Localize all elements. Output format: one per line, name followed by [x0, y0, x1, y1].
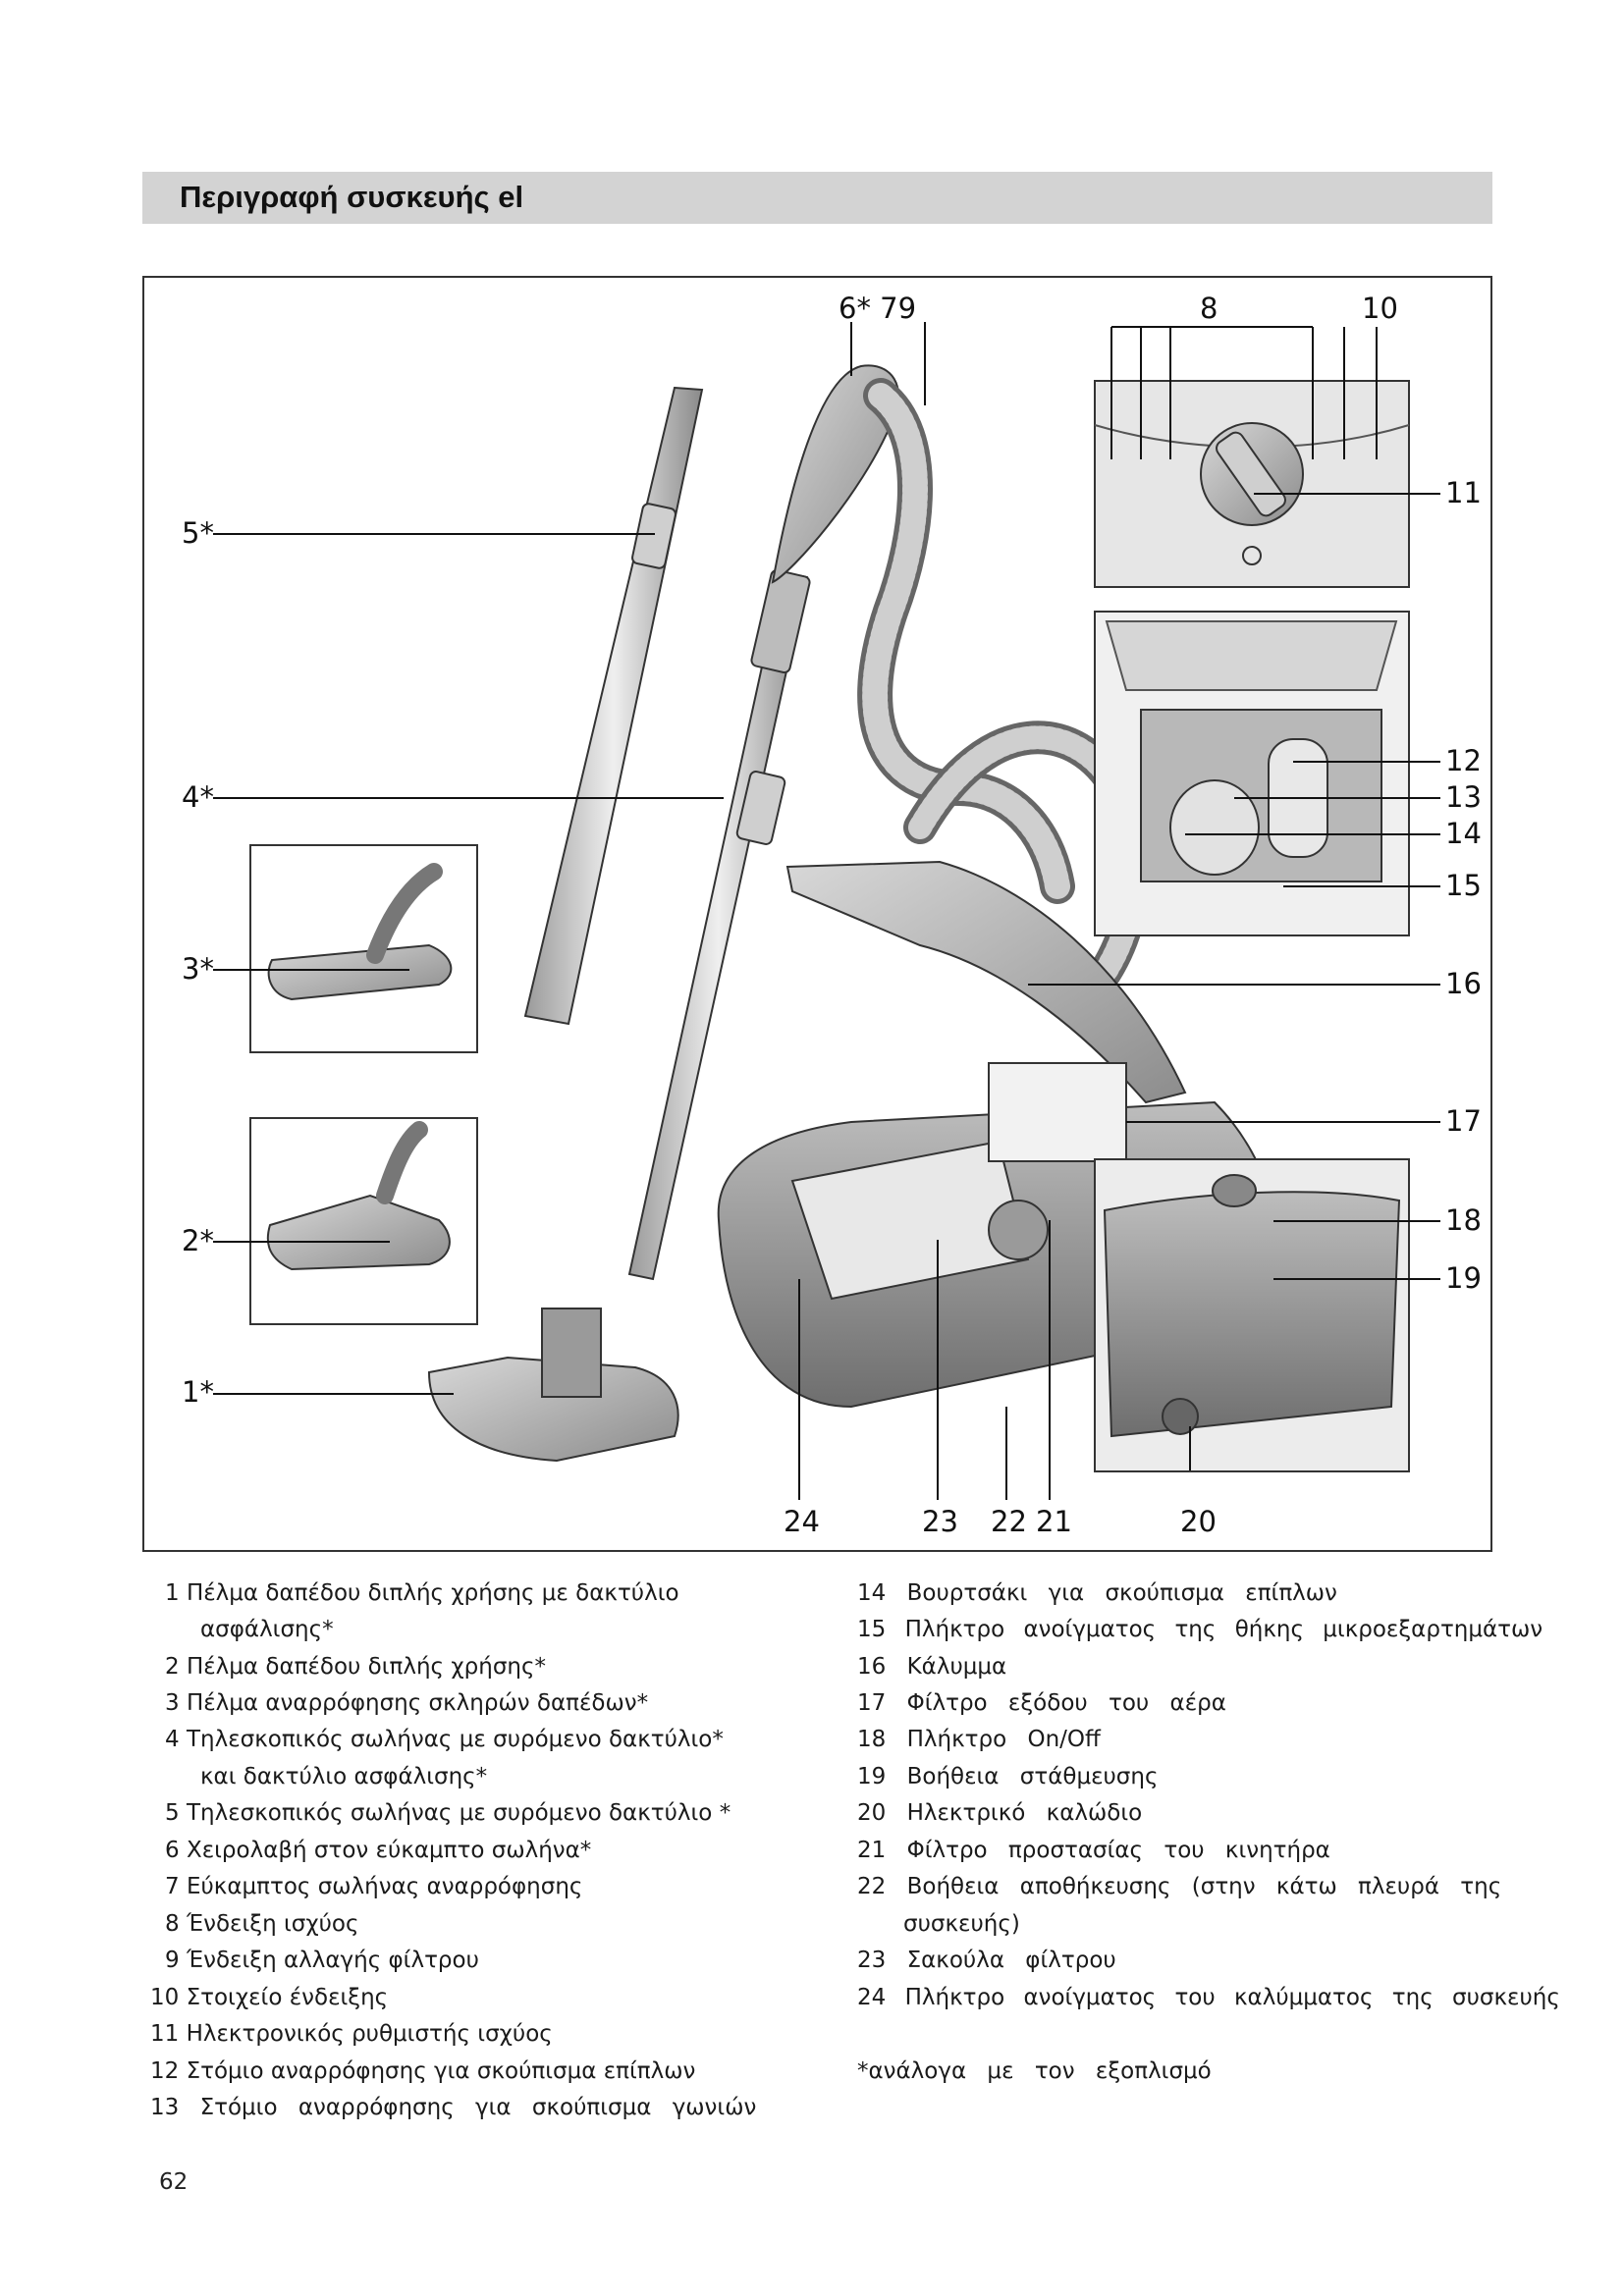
legend-item-17: 17 Φίλτρο εξόδου του αέρα [857, 1690, 1226, 1716]
legend-item-18: 18 Πλήκτρο On/Off [857, 1727, 1101, 1752]
callout-10: 10 [1362, 292, 1398, 325]
equipment-footnote: *ανάλογα με τον εξοπλισμό [857, 2058, 1212, 2084]
legend-item-6: 6 Χειρολαβή στον εύκαμπτο σωλήνα* [165, 1838, 592, 1863]
inset-dual-floor-nozzle [250, 1118, 477, 1324]
legend-item-23: 23 Σακούλα φίλτρου [857, 1948, 1116, 1973]
callout-20: 20 [1180, 1505, 1217, 1538]
callout-24: 24 [784, 1505, 820, 1538]
legend-item-2: 2 Πέλμα δαπέδου διπλής χρήσης* [165, 1654, 546, 1680]
legend-item-12: 12 Στόμιο αναρρόφησης για σκούπισμα επίπλων [150, 2058, 696, 2084]
callout-3: 3* [182, 952, 214, 986]
callout-1: 1* [182, 1375, 214, 1409]
legend-item-7: 7 Εύκαμπτος σωλήνας αναρρόφησης [165, 1874, 583, 1899]
callout-13: 13 [1445, 780, 1482, 814]
callout-12: 12 [1445, 744, 1482, 777]
device-illustration [142, 276, 1492, 1552]
inset-on-off-and-cord [1095, 1159, 1409, 1471]
legend-item-15: 15 Πλήκτρο ανοίγματος της θήκης μικροεξαρτημάτων [857, 1617, 1543, 1642]
callout-22: 22 [991, 1505, 1027, 1538]
callout-6-7-9: 6* 79 [839, 292, 917, 325]
legend-item-22-cont: συσκευής) [903, 1911, 1020, 1937]
legend-item-3: 3 Πέλμα αναρρόφησης σκληρών δαπέδων* [165, 1690, 649, 1716]
legend-item-8: 8 Ένδειξη ισχύος [165, 1911, 359, 1937]
legend-item-21: 21 Φίλτρο προστασίας του κινητήρα [857, 1838, 1330, 1863]
callout-15: 15 [1445, 869, 1482, 902]
callout-14: 14 [1445, 817, 1482, 850]
legend-item-10: 10 Στοιχείο ένδειξης [150, 1985, 389, 2010]
callout-16: 16 [1445, 967, 1482, 1000]
inset-hard-floor-nozzle [250, 845, 477, 1052]
legend-item-5: 5 Τηλεσκοπικός σωλήνας με συρόμενο δακτύλιο * [165, 1800, 731, 1826]
callout-11: 11 [1445, 476, 1482, 509]
legend-item-19: 19 Βοήθεια στάθμευσης [857, 1764, 1159, 1789]
legend-item-4-cont: και δακτύλιο ασφάλισης* [200, 1764, 488, 1789]
callout-23: 23 [922, 1505, 958, 1538]
legend-item-4: 4 Τηλεσκοπικός σωλήνας με συρόμενο δακτύλιο* [165, 1727, 724, 1752]
legend-item-11: 11 Ηλεκτρονικός ρυθμιστής ισχύος [150, 2021, 553, 2047]
callout-5: 5* [182, 516, 214, 550]
legend-item-16: 16 Κάλυμμα [857, 1654, 1007, 1680]
legend-item-13: 13 Στόμιο αναρρόφησης για σκούπισμα γωνιών [150, 2095, 757, 2120]
section-header [142, 172, 1492, 224]
callout-17: 17 [1445, 1104, 1482, 1138]
section-title: Περιγραφή συσκευής el [180, 180, 524, 214]
legend-item-20: 20 Ηλεκτρικό καλώδιο [857, 1800, 1143, 1826]
callout-21: 21 [1036, 1505, 1072, 1538]
legend-item-14: 14 Βουρτσάκι για σκούπισμα επίπλων [857, 1580, 1337, 1606]
legend-item-24: 24 Πλήκτρο ανοίγματος του καλύμματος της συσκευής [857, 1985, 1560, 2010]
legend-item-22: 22 Βοήθεια αποθήκευσης (στην κάτω πλευρά της [857, 1874, 1502, 1899]
callout-19: 19 [1445, 1261, 1482, 1295]
callout-2: 2* [182, 1224, 214, 1257]
callout-4: 4* [182, 780, 214, 814]
callout-8: 8 [1200, 292, 1218, 325]
vacuum-cleaner-drawing [144, 278, 1494, 1554]
callout-18: 18 [1445, 1203, 1482, 1237]
telescopic-tube-separate [525, 388, 702, 1024]
floor-nozzle-attached [429, 1308, 678, 1461]
legend-item-1-cont: ασφάλισης* [200, 1617, 334, 1642]
legend-item-9: 9 Ένδειξη αλλαγής φίλτρου [165, 1948, 479, 1973]
page-number: 62 [159, 2169, 189, 2195]
legend-item-1: 1 Πέλμα δαπέδου διπλής χρήσης με δακτύλιο [165, 1580, 679, 1606]
